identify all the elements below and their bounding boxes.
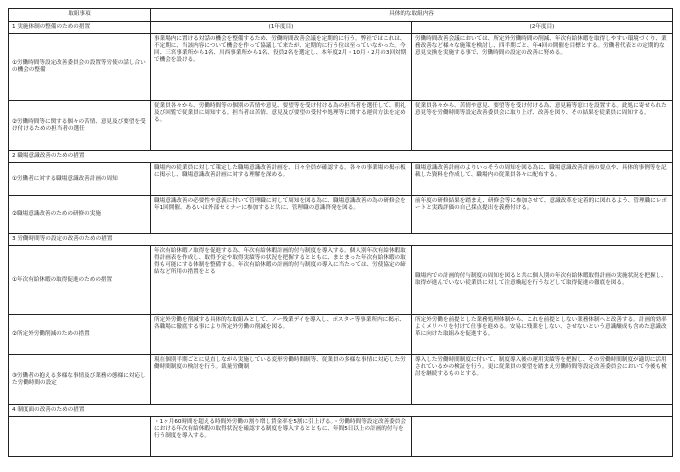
- year2-content: 職場内での計画的付与制度の周知を図ると共に個人別の年次有給休暇取得計画の実施状況を把握し、取得が進んでいない従業員に対して注意喚起を行うなどして取得促進の徹底を図る。: [412, 246, 673, 315]
- table-row: [9, 101, 673, 151]
- item-label: ③労働者の抱える多様な事情及び業務の態様に対応した労働時間の設定: [9, 355, 151, 405]
- item-label: ②職場意識改善のための研修の実施: [9, 196, 151, 234]
- year1-content: ・1ヶ月60時間を超える時間外労働の割り増し賃金率を5割に引上げる。・労働時間等設定改善委員会における年次有給休暇の取得状況を確認する制度を導入するとともに、年間5日以上の計画的付与を行う制度を導入する。: [151, 417, 412, 457]
- section-row: [9, 22, 673, 34]
- year2-content: [412, 417, 673, 457]
- item-label: ①労働者に対する職場意識改善計画の周知: [9, 163, 151, 196]
- section-row: [9, 151, 673, 163]
- year2-content: 職場意識改善計画のよりいっそうの周知を図る為に、職場意識改善計画の要点や、具体的事例等を記載した資料を作成して、職場内の従業員各々に配布する。: [412, 163, 673, 196]
- year2-content: 所定外労働を前提とした業務処理体制から、これを前提としない業務体制へと改善する。計画的効率よくメリハリを付けて仕事を進める。安易に残業をしない、させないという意識醸成も含めた意識改革に向けた取組みを促進する。: [412, 315, 673, 355]
- item-label: ②労働時間等に関する個々の苦情、意見及び要望を受け付けるための担当者の選任: [9, 101, 151, 151]
- table-row: [9, 417, 673, 457]
- table-row: [9, 315, 673, 355]
- table-row: [9, 196, 673, 234]
- section-title: 1 実施体制の整備のための措置: [9, 22, 151, 34]
- year2-content: 従業員各々から、苦情や意見、要望等を受け付ける為、意見箱等窓口を設置する。此処に寄せられた意見等を労働時間等設定改善委員会に取り上げ、改善を図り、その結果を従業員に周知する。: [412, 101, 673, 151]
- header-item: 取組事項: [9, 9, 151, 22]
- year1-content: 年次有給休暇ノ取得を促進する為、年次有給休暇計画的付与制度を導入する。個人別年次有給休暇取得計画表を作成し、取得予定や取得実績等の状況を把握するとともに、まとまった年次有給休暇の取得も可能にする体制を整備する。年次有給休暇の計画的付与制度の導入に当たっては、労使協定の締結など所用の措置をとる: [151, 246, 412, 315]
- year1-header: (1年度目): [151, 22, 412, 34]
- table-row: [9, 246, 673, 315]
- year2-content: 前年度の研修結果を踏まえ、研修会等に参加させて、意識改革を定着的に図れるよう、管理職にレポートと実践評価の自己採点提出を義務付ける。: [412, 196, 673, 234]
- item-label: ②所定外労働削減のための措置: [9, 315, 151, 355]
- item-label: ①労働時間等設定改善委員会の設置等労使の話し合いの機会の整備: [9, 34, 151, 101]
- year1-content: 所定外労働を削減する具体的な取組みとして、ノー残業デイを導入し、ポスター等事業所内に掲示、各職場に徹底する事により所定外労働の削減を図る。: [151, 315, 412, 355]
- table-row: [9, 355, 673, 405]
- section-row: [9, 405, 673, 417]
- item-label: [9, 417, 151, 457]
- improvement-plan-table: [8, 8, 673, 457]
- table-row: [9, 163, 673, 196]
- year1-content: 従業員各々から、労働時間等の個別の苦情や意見、要望等を受け付ける為の担当者を選任して、朝礼及び回覧で従業員に周知する。担当者は苦情、意見及び要望の受付や処理等に関する運営方法を定める。: [151, 101, 412, 151]
- section-title: 2 職場意識改善のための措置: [9, 151, 673, 163]
- item-label: ①年次有給休暇の取得促進のための措置: [9, 246, 151, 315]
- year1-content: 事業場内に置ける対話の機会を整備するため、労働時間改善会議を定期的に行う。弊社ではこれは、不定期に、当該内容について機会を作って協議して来たが、定期的に行う位は至っていなかった。今回、三宮事業所から1名、川西事業所から1名、役員2名を選定し、本年度2月・10月・2月の3回対期で機会を設ける。: [151, 34, 412, 101]
- header-details: 具体的な取組内容: [151, 9, 673, 22]
- year1-content: 職場意識改善の必要性や意義に付いて管理職に対して周知を図る為に、職場意識改善の為の研修会を年1回開催、あるいは外部セミナーに参加すると共に、管理職の意識啓発を図る。: [151, 196, 412, 234]
- year1-content: 現在個別半期ごとに見直しながら実施している変形労働時間制等、従業員の多様な事情に対応した労働時間制度の検討を行う。裁量労働制: [151, 355, 412, 405]
- year2-content: 導入した労働時間制度に付いて、制度導入後の運用実績等を把握し、その労働時間制度が適切に活用されているかの検証を行う。更に従業員の要望を踏まえ労働時間等設定改善委員会において今後も検討を継続するものとする。: [412, 355, 673, 405]
- year2-content: 労働時間改善会議においては、所定外労働時間の削減、年次有給休暇を取得しやすい環境づくり、業務改善など様々な施策を検討し、四半期ごと、年4回の開催を目標とする。労働者代表との定期的な意見交換を実施する事で、労働時間の設定の改善に努める。: [412, 34, 673, 101]
- section-title: 3 労働時間等の設定の改善のための措置: [9, 234, 673, 246]
- section-title: 4 制度面の改善のための措置: [9, 405, 673, 417]
- section-row: [9, 234, 673, 246]
- year1-content: 職場内の従業員に対して策定した職場意識改善計画を、日々全員が確認する。各々の事業場の掲示板に掲示し、職場意識改善計画に対する理解を深める。: [151, 163, 412, 196]
- year2-header: (2年度目): [412, 22, 673, 34]
- header-row: [9, 9, 673, 22]
- table-row: [9, 34, 673, 101]
